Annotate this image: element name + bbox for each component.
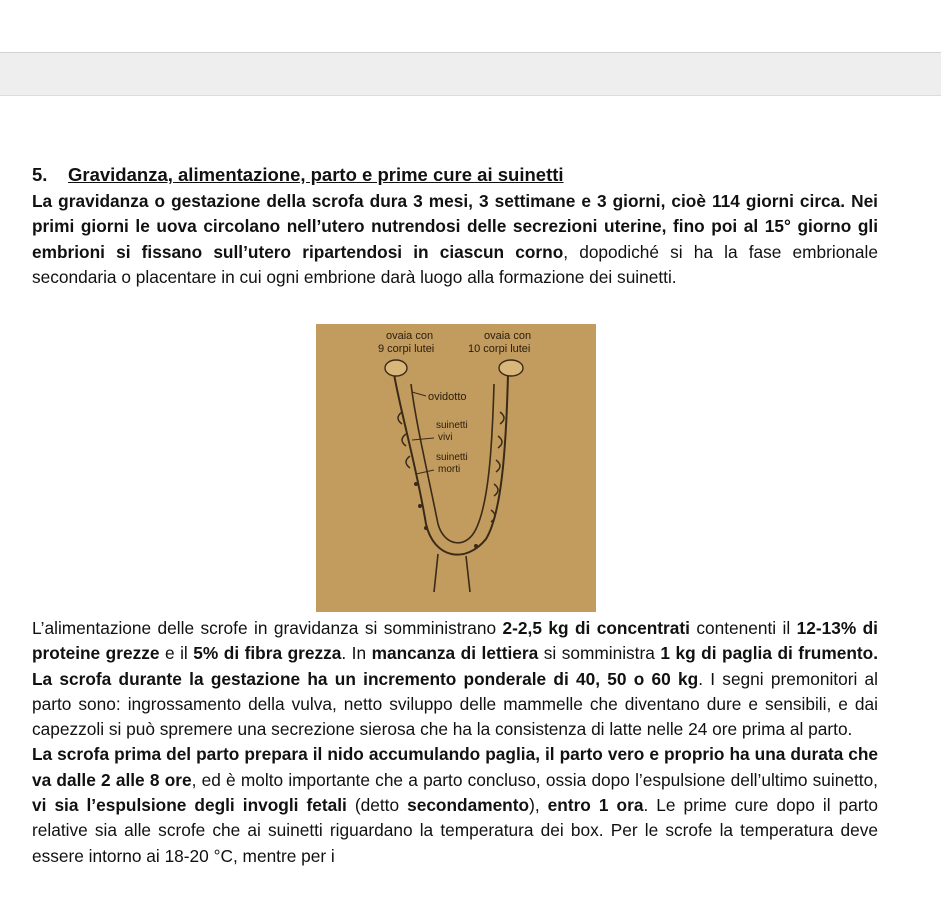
feeding-bold-1: 2-2,5 kg di concentrati bbox=[502, 618, 690, 638]
embryo-right-6 bbox=[474, 544, 478, 548]
farrowing-bold-3: secondamento bbox=[407, 795, 530, 816]
right-ovary-shape bbox=[499, 360, 523, 376]
left-ovary-shape bbox=[385, 360, 407, 376]
label-left-ovary: ovaia con bbox=[386, 330, 434, 342]
farrowing-bold-4: entro 1 ora bbox=[547, 795, 644, 816]
feeding-text-5: si somministra bbox=[538, 643, 661, 664]
gestation-text: , dopodiché si ha la fase embrionale secondaria o placentare in cui ogni embrione darà luogo alla formazione dei suinetti. bbox=[32, 241, 878, 287]
feeding-bold-4: mancanza di lettiera bbox=[371, 643, 539, 664]
farrowing-text-2: (detto bbox=[346, 795, 408, 816]
embryo-left-5 bbox=[418, 504, 422, 508]
feeding-bold-5: 1 kg di paglia di frumento. La scrofa durante la gestazione ha un incremento ponderale di 40, 50 o 60 kg bbox=[32, 643, 878, 689]
section-number: 5. bbox=[32, 164, 48, 185]
section-heading bbox=[32, 163, 878, 187]
farrowing-bold-1: La scrofa prima del parto prepara il nido accumulando paglia, il parto vero e proprio ha una durata che va dalle 2 alle 8 ore bbox=[32, 744, 878, 790]
farrowing-bold-2: vi sia l’espulsione degli invogli fetali bbox=[32, 795, 347, 816]
paragraph-feeding bbox=[32, 616, 878, 742]
feeding-text-3: e il bbox=[159, 643, 194, 664]
viewer-toolbar-band bbox=[0, 52, 941, 96]
feeding-bold-2: 12-13% di proteine grezze bbox=[32, 618, 878, 664]
feeding-text-1: L’alimentazione delle scrofe in gravidanza si somministrano bbox=[32, 618, 503, 638]
feeding-text-2: contenenti il bbox=[689, 618, 797, 638]
section-title: Gravidanza, alimentazione, parto e prime cure ai suinetti bbox=[68, 164, 564, 185]
paragraph-farrowing bbox=[32, 742, 878, 868]
label-live-2: vivi bbox=[438, 432, 453, 443]
uterus-diagram bbox=[316, 324, 596, 612]
farrowing-text-1: , ed è molto importante che a parto concluso, ossia dopo l’espulsione dell’ultimo suinetto, bbox=[191, 769, 878, 790]
uterus-diagram-figure bbox=[316, 324, 596, 612]
label-left-ovary-2: 9 corpi lutei bbox=[378, 343, 435, 355]
embryo-left-6 bbox=[424, 526, 428, 530]
label-dead-2: morti bbox=[438, 464, 461, 475]
label-oviduct: ovidotto bbox=[428, 391, 467, 403]
farrowing-text-4: . Le prime cure dopo il parto relative sia alle scrofe che ai suinetti riguardano la temperatura dei box. Per le scrofe la temperatura deve essere intorno ai 18-20 °C, mentre per i bbox=[32, 795, 879, 866]
feeding-text-4: . In bbox=[341, 643, 372, 664]
feeding-bold-3: 5% di fibra grezza bbox=[193, 643, 342, 664]
feeding-text-6: . I segni premonitori al parto sono: ingrossamento della vulva, netto sviluppo delle mammelle che diventano dure e sensibili, e dai capezzoli si può spremere una secrezione sierosa che ha la consistenza di latte nelle 24 ore prima al parto. bbox=[32, 668, 879, 740]
farrowing-text-3: ), bbox=[529, 795, 548, 816]
window-top-area bbox=[0, 0, 941, 52]
document-page-continued bbox=[32, 616, 878, 869]
label-right-ovary: ovaia con bbox=[484, 330, 532, 342]
label-right-ovary-2: 10 corpi lutei bbox=[468, 343, 531, 355]
label-live-1: suinetti bbox=[436, 420, 468, 431]
gestation-bold-text: La gravidanza o gestazione della scrofa dura 3 mesi, 3 settimane e 3 giorni, cioè 114 giorni circa. Nei primi giorni le uova circolano nell’utero nutrendosi delle secrezioni uterine, fino poi al 15° giorno gli embrioni si fissano sull’utero ripartendosi in ciascun corno bbox=[32, 191, 878, 262]
embryo-left-4 bbox=[414, 482, 418, 486]
label-dead-1: suinetti bbox=[436, 452, 468, 463]
document-page bbox=[32, 163, 878, 290]
paragraph-gestation bbox=[32, 189, 878, 290]
